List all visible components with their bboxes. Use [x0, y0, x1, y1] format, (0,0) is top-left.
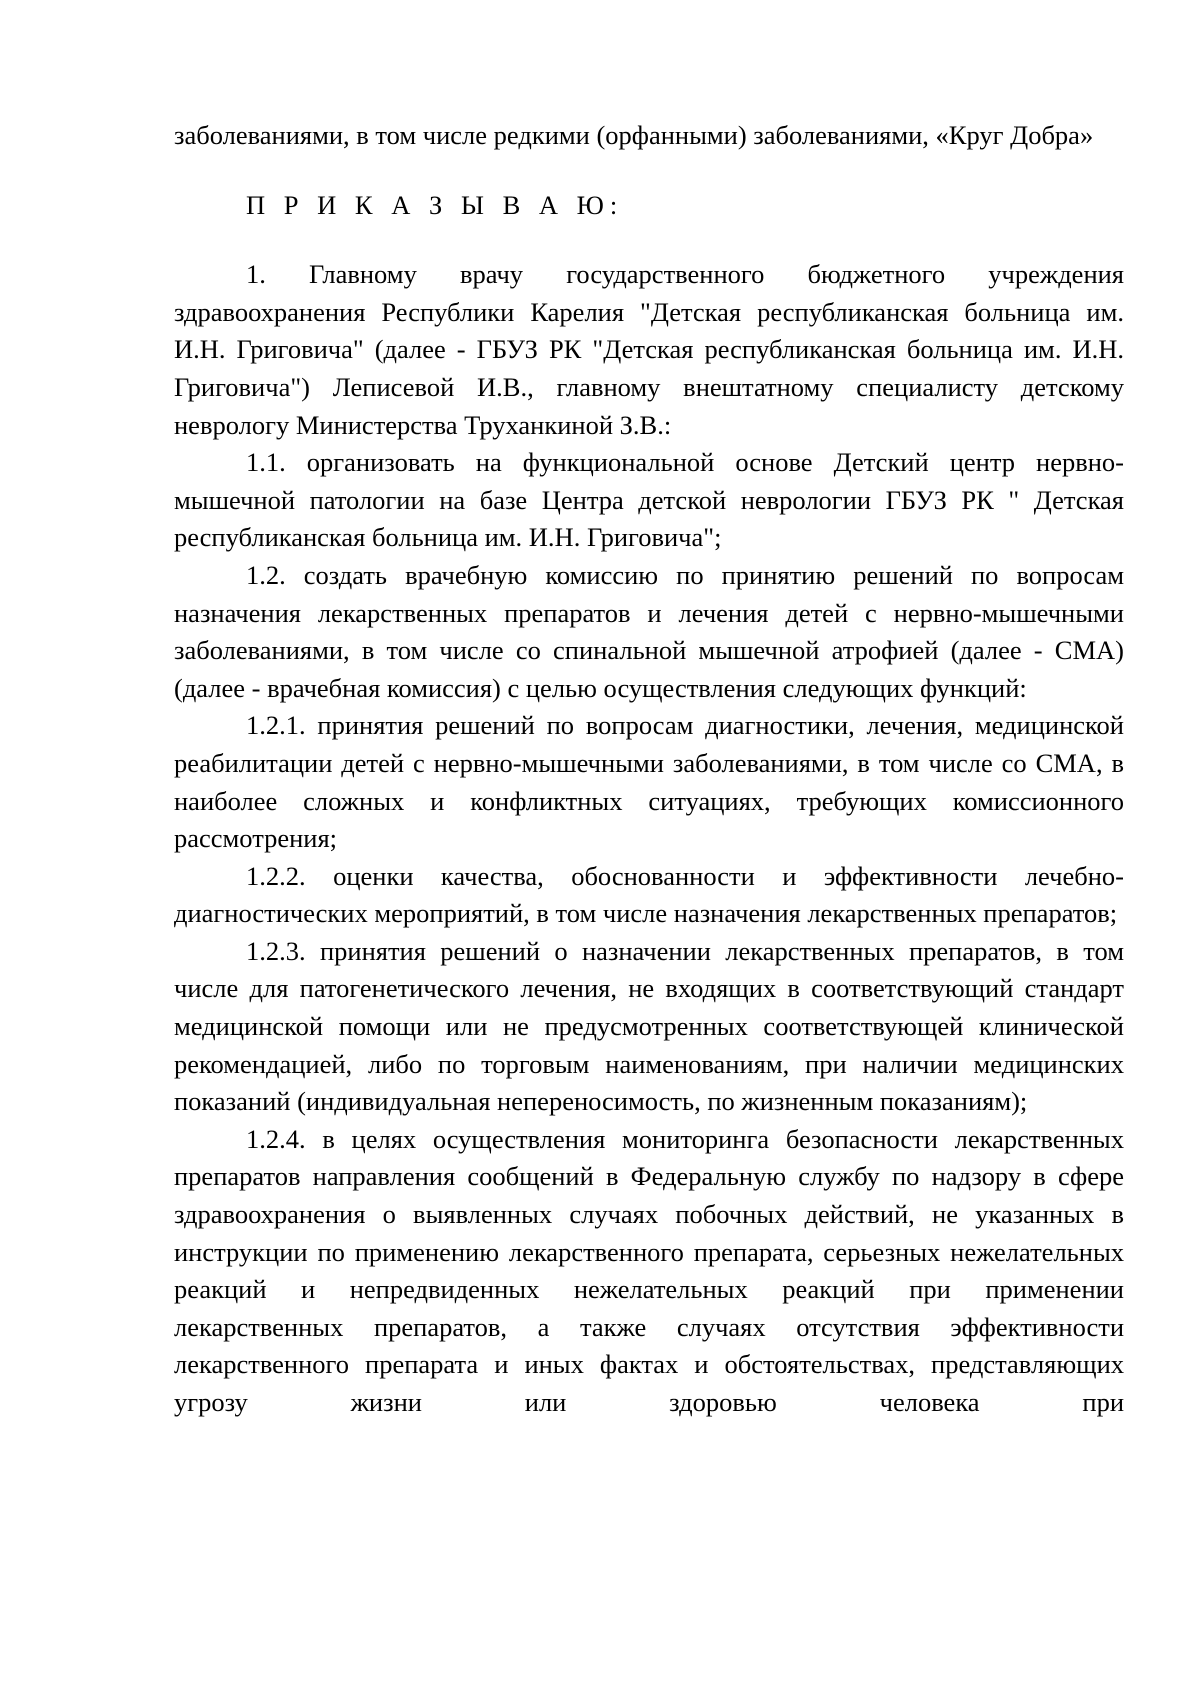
document-body [174, 117, 1124, 1422]
paragraph-item-1-2-2: 1.2.2. оценки качества, обоснованности и эффективности лечебно-диагностических мероприятий, в том числе назначения лекарственных препаратов; [174, 860, 1124, 929]
order-heading: П Р И К А З Ы В А Ю: [246, 189, 624, 220]
paragraph-item-1-1: 1.1. организовать на функциональной основе Детский центр нервно-мышечной патологии на базе Центра детской неврологии ГБУЗ РК " Детская республиканская больница им. И.Н. Григовича"; [174, 447, 1124, 553]
paragraph-item-1-2-3: 1.2.3. принятия решений о назначении лекарственных препаратов, в том числе для патогенетического лечения, не входящих в соответствующий стандарт медицинской помощи или не предусмотренных соответствующей клинической рекомендацией, либо по торговым наименованиям, при наличии медицинских показаний (индивидуальная непереносимость, по жизненным показаниям); [174, 935, 1124, 1117]
paragraph-item-1-2-4: 1.2.4. в целях осуществления мониторинга безопасности лекарственных препаратов направления сообщений в Федеральную службу по надзору в сфере здравоохранения о выявленных случаях побочных действий, не указанных в инструкции по применению лекарственного препарата, серьезных нежелательных реакций и непредвиденных нежелательных реакций при применении лекарственных препаратов, а также случаях отсутствия эффективности лекарственного препарата и иных фактах и обстоятельствах, представляющих угрозу жизни или здоровью человека при [174, 1123, 1124, 1417]
paragraph-continuation: заболеваниями, в том числе редкими (орфанными) заболеваниями, «Круг Добра» [174, 120, 1094, 150]
paragraph-item-1: 1. Главному врачу государственного бюджетного учреждения здравоохранения Республики Карелия "Детская республиканская больница им. И.Н. Григовича" (далее - ГБУЗ РК "Детская республиканская больница им. И.Н. Григовича") Леписевой И.В., главному внештатному специалисту детскому неврологу Министерства Труханкиной З.В.: [174, 259, 1124, 440]
paragraph-item-1-2-1: 1.2.1. принятия решений по вопросам диагностики, лечения, медицинской реабилитации детей с нервно-мышечными заболеваниями, в том числе со СМА, в наиболее сложных и конфликтных ситуациях, требующих комиссионного рассмотрения; [174, 710, 1124, 854]
paragraph-item-1-2: 1.2. создать врачебную комиссию по принятию решений по вопросам назначения лекарственных препаратов и лечения детей с нервно-мышечными заболеваниями, в том числе со спинальной мышечной атрофией (далее - СМА) (далее - врачебная комиссия) с целью осуществления следующих функций: [174, 559, 1124, 703]
